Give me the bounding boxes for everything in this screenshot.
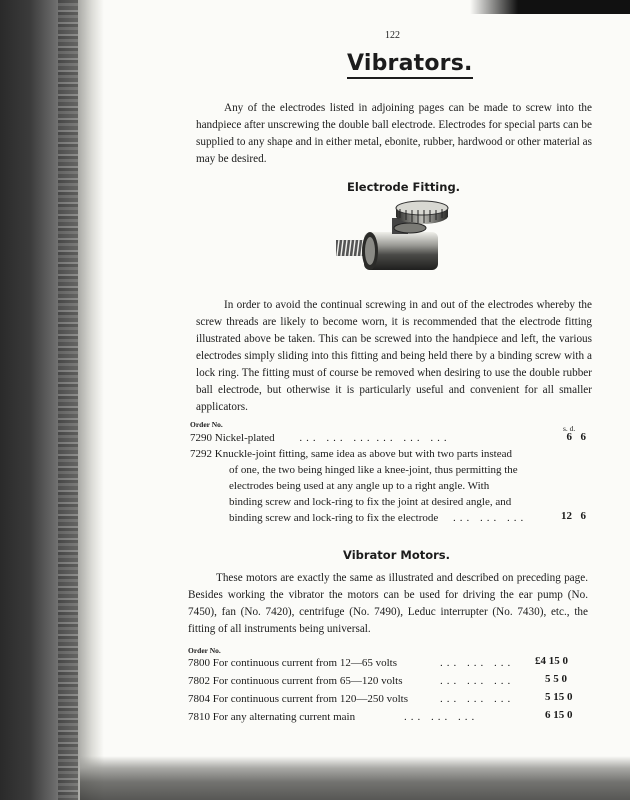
intro-text: Any of the electrodes listed in adjoining pages can be made to screw into the handpiece after unscrewing the double ball electrode. Electrodes for special parts can be supplied to any shape and in either metal, ebonite, rubber, hardwood or other material as may be desired. bbox=[196, 102, 592, 165]
price-shillings: 6 bbox=[566, 431, 572, 443]
order-number: 7292 bbox=[190, 448, 212, 460]
price-pounds: 5 bbox=[545, 673, 551, 685]
order-no-label: Order No. bbox=[188, 646, 221, 655]
order-no-label: Order No. bbox=[190, 420, 223, 429]
shillings-pence-label: s. d. bbox=[563, 424, 576, 433]
item-description: For continuous current from 65—120 volts bbox=[212, 675, 403, 687]
price bbox=[545, 691, 587, 703]
motors-paragraph bbox=[188, 570, 588, 638]
list-item bbox=[190, 430, 451, 446]
item-description: For any alternating current main bbox=[212, 711, 356, 723]
price-shillings-pence: 5 0 bbox=[553, 673, 567, 685]
price bbox=[545, 673, 587, 685]
list-item bbox=[190, 446, 512, 462]
price-pence: 6 bbox=[580, 510, 586, 522]
price-shillings: 15 bbox=[548, 655, 560, 667]
item-description: For continuous current from 12—65 volts bbox=[212, 657, 397, 669]
electrode-fitting-illustration bbox=[330, 196, 450, 280]
list-item bbox=[188, 655, 397, 671]
price-pounds: 6 bbox=[545, 709, 551, 721]
item-description-line: of one, the two being hinged like a knee-joint, thus permitting the bbox=[229, 464, 518, 476]
item-description-line: binding screw and lock-ring to fix the joint at desired angle, and bbox=[229, 496, 512, 508]
item-description: Nickel-plated bbox=[214, 432, 275, 444]
page-title: Vibrators. bbox=[347, 52, 473, 79]
bottom-edge-shadow bbox=[80, 756, 630, 800]
price-shillings-pence: 15 0 bbox=[553, 691, 573, 703]
order-number: 7804 bbox=[188, 693, 210, 705]
price-shillings: 12 bbox=[561, 510, 572, 522]
order-number: 7810 bbox=[188, 711, 210, 723]
leader-dots: ... ... ... bbox=[440, 657, 515, 669]
leader-dots: ... ... ... bbox=[453, 512, 528, 524]
item-description: Knuckle-joint fitting, same idea as above but with two parts instead bbox=[214, 448, 512, 460]
motors-text: These motors are exactly the same as illustrated and described on preceding page. Besides working the vibrator the motors can be used for driving the ear pump (No. 7450), fan (No. 7420), centrifuge (No. 7490), Leduc interrupter (No. 7430), etc., the fitting of all instruments being universal. bbox=[188, 572, 588, 635]
leader-dots: ... ... ... bbox=[376, 432, 451, 444]
intro-paragraph bbox=[196, 100, 592, 168]
binding-screw-knurl bbox=[392, 201, 448, 234]
binding-strip bbox=[58, 0, 78, 800]
order-number: 7290 bbox=[190, 432, 212, 444]
electrode-fitting-heading: Electrode Fitting. bbox=[347, 180, 461, 194]
leader-dots: ... ... ... bbox=[440, 675, 515, 687]
leader-dots: ... ... ... bbox=[299, 432, 374, 444]
leader-dots: ... ... ... bbox=[440, 693, 515, 705]
fitting-text: In order to avoid the continual screwing in and out of the electrodes whereby the screw threads are likely to become worn, it is recommended that the electrode fitting illustrated above be taken. This can be screwed into the handpiece and left, the various electrodes simply sliding into this fitting and being held there by a binding screw with a lock ring. The fitting must of course be removed when desiring to use the double rubber ball electrode, but otherwise it is particularly useful and convenient for all smaller applicators. bbox=[196, 299, 592, 413]
item-description: binding screw and lock-ring to fix the electrode bbox=[229, 512, 439, 524]
price bbox=[545, 709, 587, 721]
price bbox=[535, 655, 585, 667]
item-description: For continuous current from 120—250 volts bbox=[212, 693, 408, 705]
page-number: 122 bbox=[385, 30, 400, 41]
screw-thread bbox=[336, 240, 364, 256]
list-item bbox=[188, 709, 355, 725]
top-edge-shadow bbox=[470, 0, 630, 14]
price-shillings-pence: 15 0 bbox=[553, 709, 573, 721]
list-item bbox=[188, 673, 402, 689]
order-number: 7800 bbox=[188, 657, 210, 669]
price-pence: 0 bbox=[562, 655, 568, 667]
book-spine-shadow bbox=[0, 0, 104, 800]
price-pence: 6 bbox=[580, 431, 586, 443]
price-pounds: £4 bbox=[535, 655, 546, 667]
item-description-line: electrodes being used at any angle up to a right angle. With bbox=[229, 480, 490, 492]
fitting-paragraph bbox=[196, 297, 592, 416]
price-pounds: 5 bbox=[545, 691, 551, 703]
list-item bbox=[188, 691, 408, 707]
item-description-line bbox=[229, 510, 527, 526]
vibrator-motors-heading: Vibrator Motors. bbox=[343, 548, 451, 562]
leader-dots: ... ... ... bbox=[404, 711, 479, 723]
order-number: 7802 bbox=[188, 675, 210, 687]
